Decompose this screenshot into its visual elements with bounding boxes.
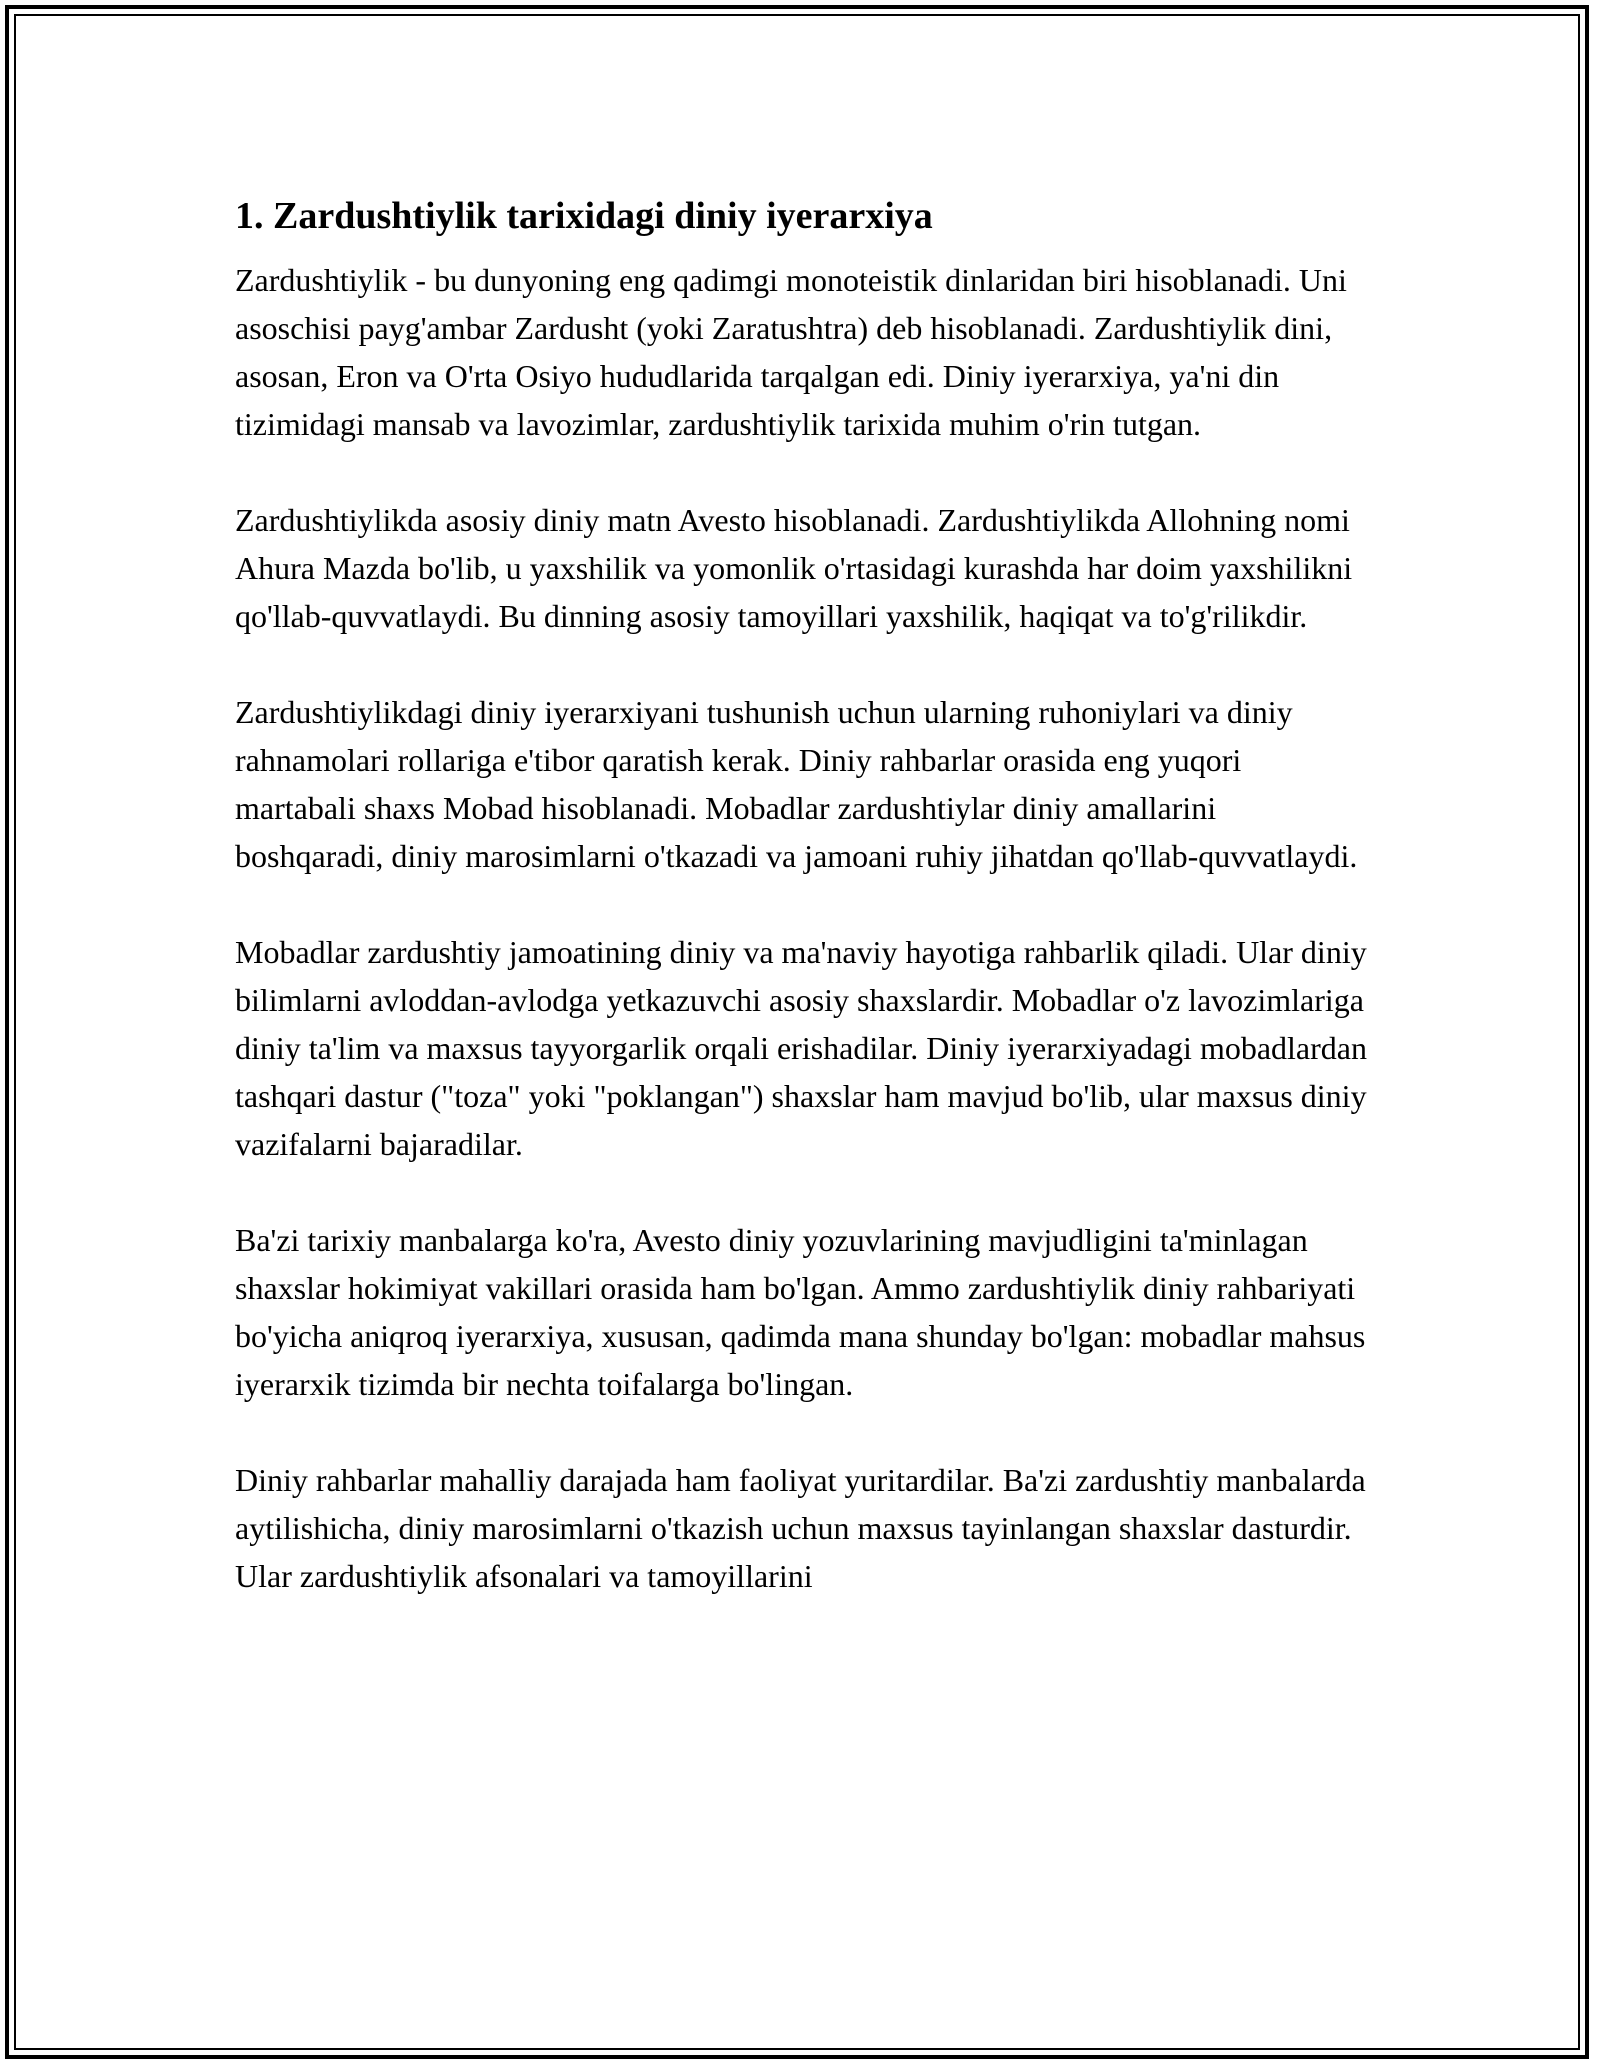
paragraph-3: Zardushtiylikdagi diniy iyerarxiyani tushunish uchun ularning ruhoniylari va diniy rahnamolari rollariga e'tibor qaratish kerak. Diniy rahbarlar orasida eng yuqori martabali shaxs Mobad hisoblanadi. Mobadlar zardushtiylar diniy amallarini boshqaradi, diniy marosimlarni o'tkazadi va jamoani ruhiy jihatdan qo'llab-quvvatlaydi. [235, 694, 1358, 874]
paragraph-6: Diniy rahbarlar mahalliy darajada ham faoliyat yuritardilar. Ba'zi zardushtiy manbalarda aytilishicha, diniy marosimlarni o'tkazish uchun maxsus tayinlangan shaxslar dasturdir. Ular zardushtiylik afsonalari va tamoyillarini [235, 1462, 1366, 1594]
paragraph-2: Zardushtiylikda asosiy diniy matn Avesto hisoblanadi. Zardushtiylikda Allohning nomi Ahura Mazda bo'lib, u yaxshilik va yomonlik o'rtasidagi kurashda har doim yaxshilikni qo'llab-quvvatlaydi. Bu dinning asosiy tamoyillari yaxshilik, haqiqat va to'g'rilikdir. [235, 502, 1353, 634]
document-body [235, 188, 1370, 1648]
paragraph-1: Zardushtiylik - bu dunyoning eng qadimgi monoteistik dinlaridan biri hisoblanadi. Uni asoschisi payg'ambar Zardusht (yoki Zaratushtra) deb hisoblanadi. Zardushtiylik dini, asosan, Eron va O'rta Osiyo hududlarida tarqalgan edi. Diniy iyerarxiya, ya'ni din tizimidagi mansab va lavozimlar, zardushtiylik tarixida muhim o'rin tutgan. [235, 262, 1347, 442]
section-heading: 1. Zardushtiylik tarixidagi diniy iyerarxiya [235, 195, 933, 237]
paragraph-4: Mobadlar zardushtiy jamoatining diniy va ma'naviy hayotiga rahbarlik qiladi. Ular diniy bilimlarni avloddan-avlodga yetkazuvchi asosiy shaxslardir. Mobadlar o'z lavozimlariga diniy ta'lim va maxsus tayyorgarlik orqali erishadilar. Diniy iyerarxiyadagi mobadlardan tashqari dastur ("toza" yoki "poklangan") shaxslar ham mavjud bo'lib, ular maxsus diniy vazifalarni bajaradilar. [235, 934, 1367, 1162]
paragraph-5: Ba'zi tarixiy manbalarga ko'ra, Avesto diniy yozuvlarining mavjudligini ta'minlagan shaxslar hokimiyat vakillari orasida ham bo'lgan. Ammo zardushtiylik diniy rahbariyati bo'yicha aniqroq iyerarxiya, xususan, qadimda mana shunday bo'lgan: mobadlar mahsus iyerarxik tizimda bir nechta toifalarga bo'lingan. [235, 1222, 1366, 1402]
